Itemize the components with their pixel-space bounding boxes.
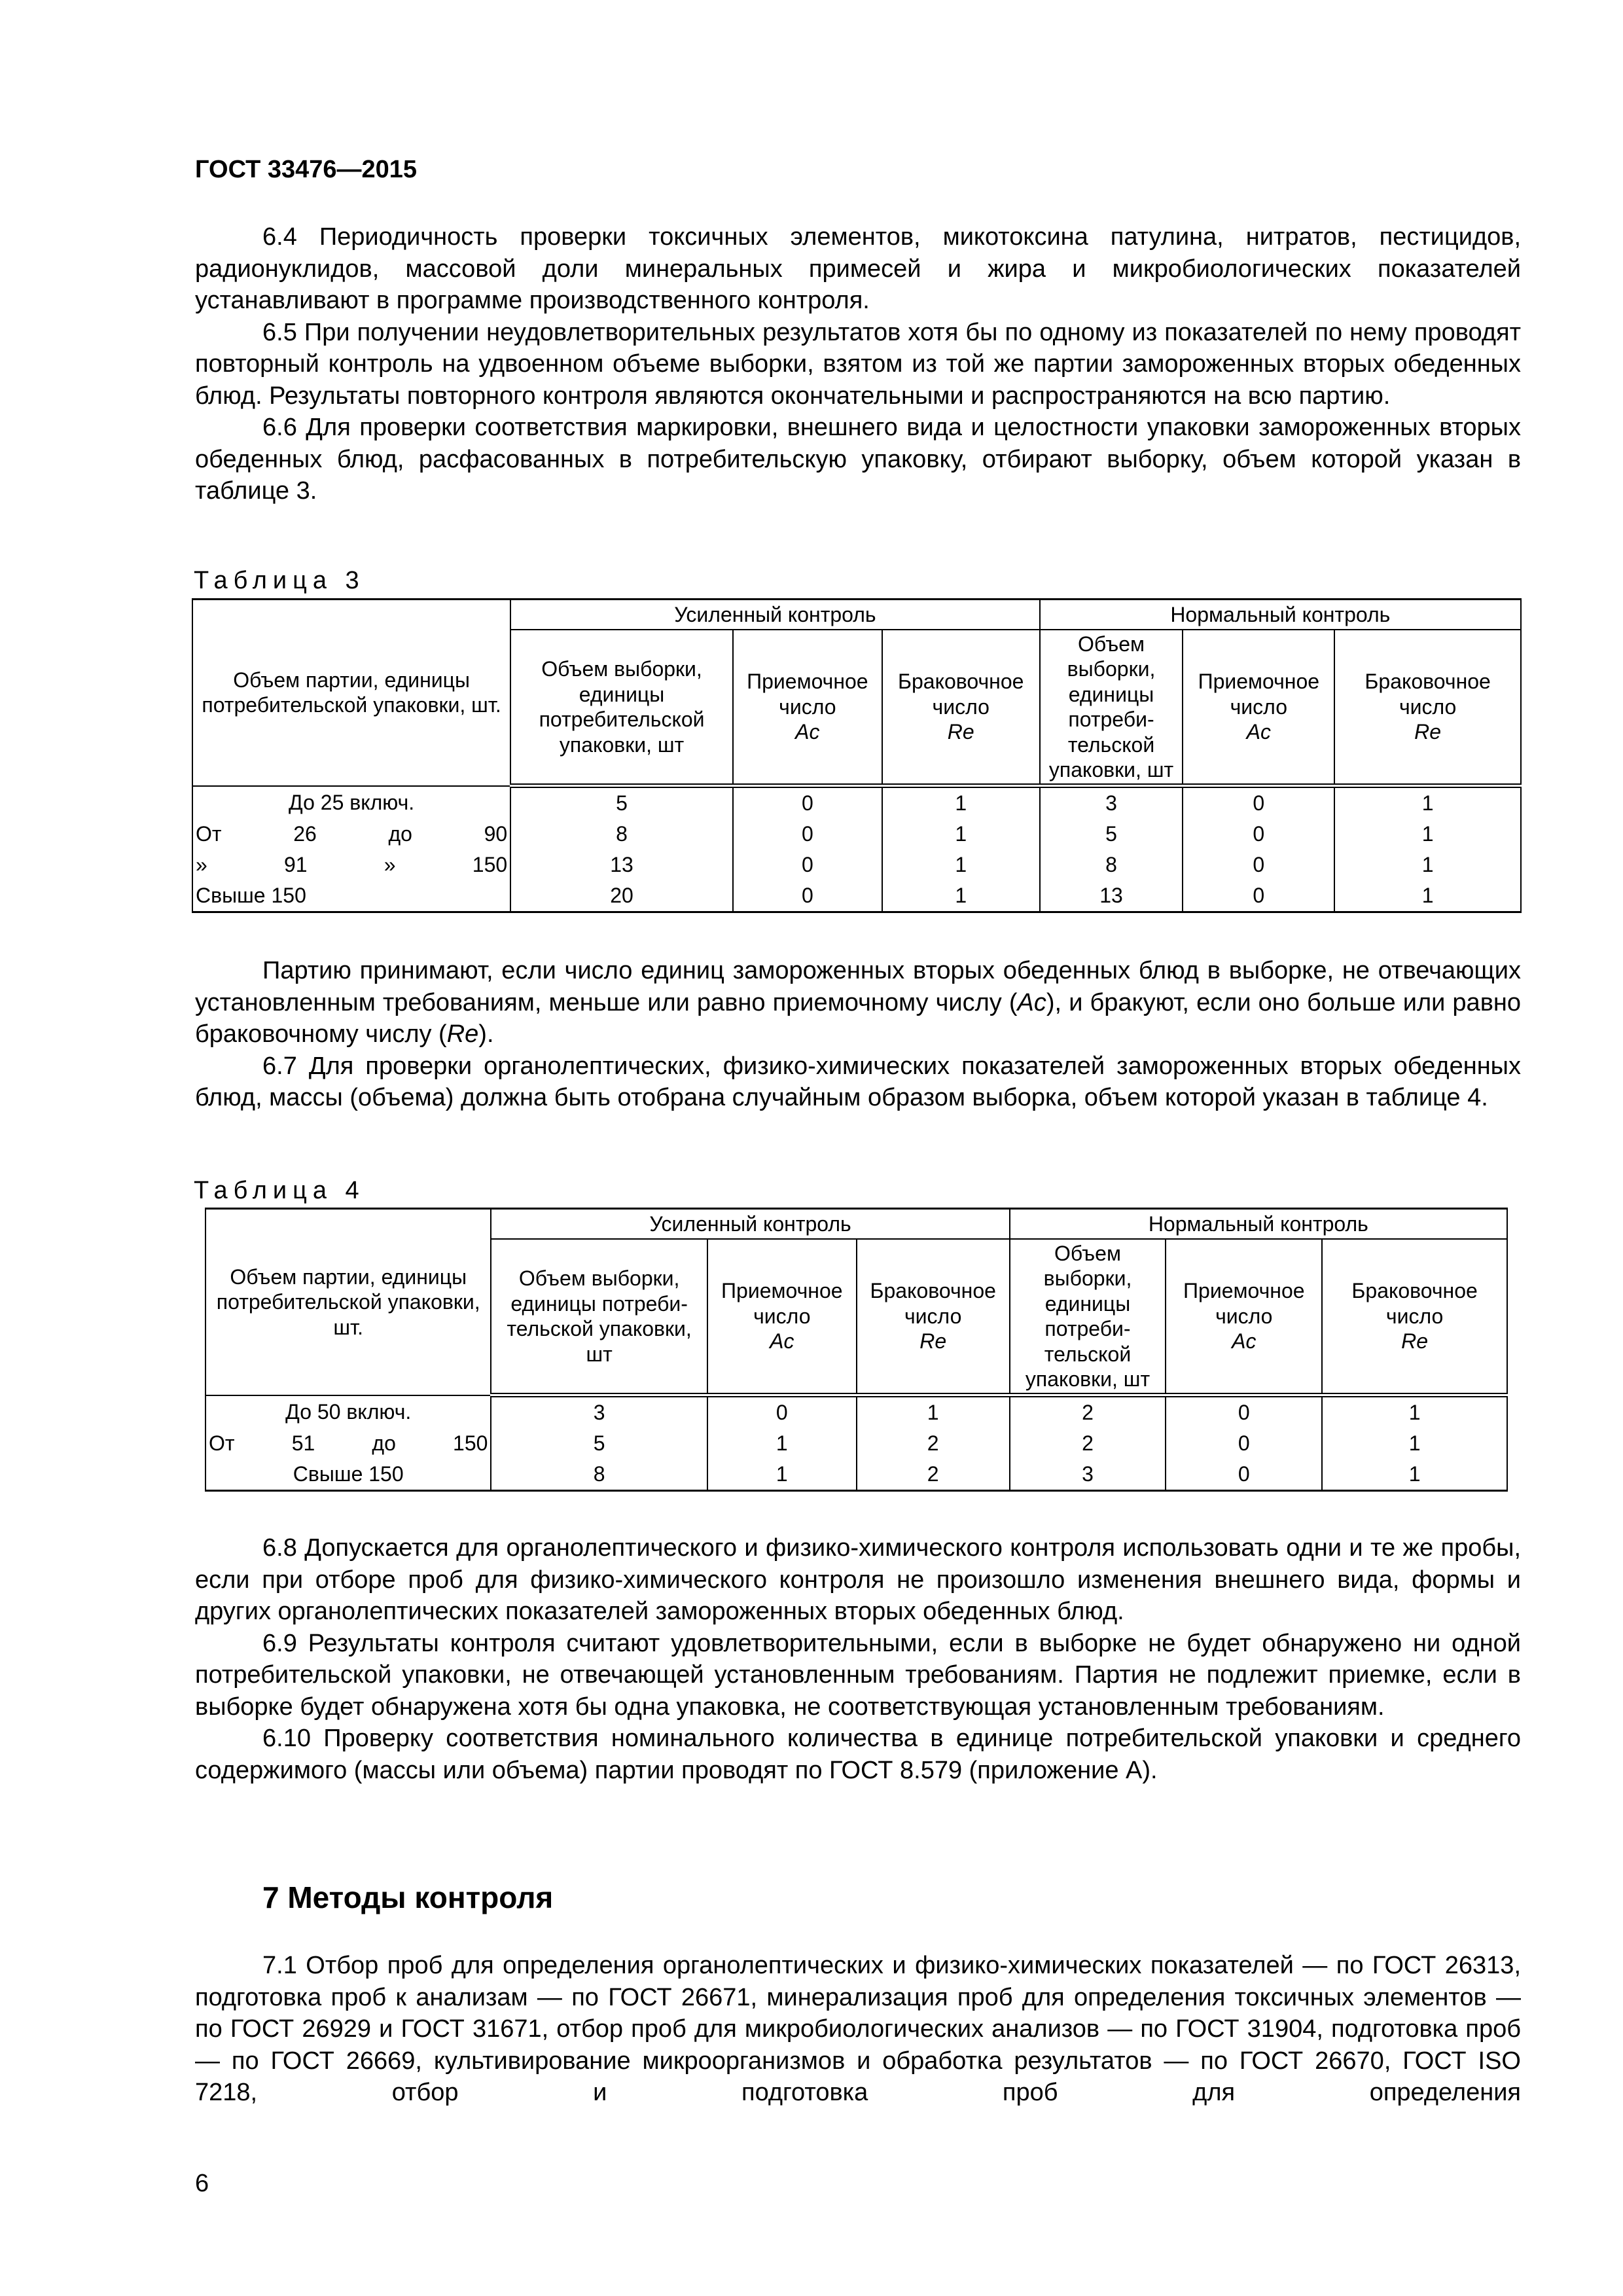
column-header <box>1166 1239 1322 1395</box>
column-header-text: Браковочное число <box>870 1279 996 1328</box>
value-cell: 3 <box>491 1395 707 1429</box>
lot-size-part: » <box>383 853 396 877</box>
value-cell: 0 <box>707 1395 857 1429</box>
value-cell: 8 <box>510 819 733 850</box>
lot-size-value <box>209 1462 488 1487</box>
value-cell: 1 <box>882 819 1040 850</box>
paragraph-7-1 <box>195 1950 1521 2109</box>
lot-size-part: 91 <box>284 853 308 877</box>
column-header-text: Объем выборки, единицы потреби-тельской упаковки, шт <box>1025 1241 1150 1391</box>
table-row <box>205 1428 1507 1459</box>
section-heading: 7 Методы контроля <box>262 1880 554 1914</box>
lot-size-part: » <box>196 853 207 877</box>
lot-size-value <box>196 883 507 908</box>
value-cell: 0 <box>1183 786 1334 819</box>
column-header <box>882 630 1040 786</box>
value-cell: 8 <box>491 1459 707 1491</box>
lot-size-cell <box>192 850 510 880</box>
table-row <box>192 880 1521 912</box>
value-cell: 1 <box>882 786 1040 819</box>
column-header-text: Объем выборки, единицы потреби-тельской упаковки, шт <box>1048 632 1174 781</box>
column-header <box>491 1239 707 1395</box>
column-header <box>510 630 733 786</box>
column-symbol: Re <box>919 1329 947 1354</box>
value-cell: 13 <box>510 850 733 880</box>
page-number: 6 <box>195 2170 209 2197</box>
symbol-text: Ac <box>1017 988 1046 1016</box>
symbol-text: Re <box>446 1020 479 1048</box>
lot-size-part: 26 <box>293 822 317 846</box>
paragraph-text: 6.4 Периодичность проверки токсичных элементов, микотоксина патулина, нитратов, пестицидов, радионуклидов, массовой доли минеральных примесей и жира и микробиологических показателей устанавливают в программе производственного контроля. <box>195 223 1521 314</box>
header-row <box>192 600 1521 630</box>
value-cell: 1 <box>882 880 1040 912</box>
lot-size-value <box>209 1399 488 1425</box>
column-header <box>857 1239 1010 1395</box>
lot-size-part: до <box>388 822 412 846</box>
document-code: ГОСТ 33476—2015 <box>195 156 418 183</box>
value-cell: 0 <box>1166 1428 1322 1459</box>
value-cell: 2 <box>1010 1428 1166 1459</box>
value-cell: 3 <box>1010 1459 1166 1491</box>
column-header-text: Объем выборки, единицы потреби-тельской упаковки, шт <box>507 1266 692 1366</box>
lot-size-header: Объем партии, единицы потребительской упаковки, шт. <box>205 1209 491 1395</box>
lot-size-part: До 50 включ. <box>285 1400 412 1424</box>
lot-size-part: До 25 включ. <box>289 791 415 814</box>
column-header-text: Браковочное число <box>1351 1279 1478 1328</box>
column-header-text: Приемочное число <box>747 670 868 719</box>
paragraph-text: 6.8 Допускается для органолептического и физико-химического контроля использовать одни и те же пробы, если при отборе проб для физико-химического контроля не произошло изменения внешнего вида, формы и других органолептических показателей замороженных вторых обеденных блюд. <box>195 1534 1521 1625</box>
paragraph-text: 7.1 Отбор проб для определения органолептических и физико-химических показателей — по ГОСТ 26313, подготовка проб к анализам — по ГОСТ 26671, минерализация проб для определения токсичных элементов — по ГОСТ 26929 и ГОСТ 31671, отбор проб для микробиологических анализов — по ГОСТ 31904, подготовка проб — по ГОСТ 26669, культивирование микроорганизмов и обработка результатов — по ГОСТ 26670, ГОСТ ISO 7218, отбор и подготовка проб для определения <box>195 1952 1521 2106</box>
lot-size-part: От <box>209 1431 235 1456</box>
lot-size-value <box>196 852 507 878</box>
column-header <box>707 1239 857 1395</box>
value-cell: 0 <box>1166 1395 1322 1429</box>
lot-size-part: 150 <box>472 853 508 877</box>
value-cell: 1 <box>1334 880 1521 912</box>
column-symbol: Ac <box>1232 1329 1257 1354</box>
column-header <box>1183 630 1334 786</box>
group-header-normal: Нормальный контроль <box>1040 600 1521 630</box>
lot-size-part: 51 <box>291 1431 315 1456</box>
lot-size-cell <box>205 1459 491 1491</box>
lot-size-cell <box>192 819 510 850</box>
lot-size-cell <box>192 786 510 819</box>
table-row <box>205 1459 1507 1491</box>
value-cell: 1 <box>707 1428 857 1459</box>
lot-size-header: Объем партии, единицы потребительской упаковки, шт. <box>192 600 510 786</box>
paragraph <box>195 1532 1521 1628</box>
value-cell: 20 <box>510 880 733 912</box>
value-cell: 3 <box>1040 786 1183 819</box>
column-header <box>1040 630 1183 786</box>
value-cell: 2 <box>1010 1395 1166 1429</box>
paragraph <box>195 1050 1521 1114</box>
column-symbol: Re <box>1414 720 1442 744</box>
column-header-text: Браковочное число <box>898 670 1024 719</box>
paragraph <box>195 317 1521 412</box>
paragraph-text: 6.5 При получении неудовлетворительных результатов хотя бы по одному из показателей по нему проводят повторный контроль на удвоенном объеме выборки, взятом из той же партии замороженных вторых обеденных блюд. Результаты повторного контроля являются окончательными и распространяются на всю партию. <box>195 318 1521 410</box>
value-cell: 0 <box>1166 1459 1322 1491</box>
paragraph-text: ). <box>478 1020 494 1048</box>
column-symbol: Ac <box>795 720 820 744</box>
value-cell: 1 <box>1334 786 1521 819</box>
value-cell: 5 <box>1040 819 1183 850</box>
value-cell: 1 <box>1322 1395 1507 1429</box>
value-cell: 0 <box>1183 880 1334 912</box>
group-header-tightened: Усиленный контроль <box>491 1209 1009 1240</box>
value-cell: 1 <box>1334 850 1521 880</box>
table-row <box>192 786 1521 819</box>
paragraph-text: 6.7 Для проверки органолептических, физико-химических показателей замороженных вторых обеденных блюд, массы (объема) должна быть отобрана случайным образом выборка, объем которой указан в таблице 4. <box>195 1052 1521 1111</box>
column-symbol: Re <box>947 720 974 744</box>
value-cell: 0 <box>733 786 882 819</box>
column-header-text: Браковочное число <box>1364 670 1491 719</box>
paragraph-text: ), и бракуют, если оно больше или равно браковочному числу ( <box>195 988 1521 1048</box>
value-cell: 0 <box>733 880 882 912</box>
value-cell: 0 <box>1183 819 1334 850</box>
value-cell: 1 <box>882 850 1040 880</box>
value-cell: 0 <box>733 819 882 850</box>
value-cell: 13 <box>1040 880 1183 912</box>
value-cell: 2 <box>857 1459 1010 1491</box>
column-header-text: Приемочное число <box>1198 670 1320 719</box>
paragraph-text: Партию принимают, если число единиц замороженных вторых обеденных блюд в выборке, не отвечающих установленным требованиям, меньше или равно приемочному числу ( <box>195 957 1521 1016</box>
value-cell: 2 <box>857 1428 1010 1459</box>
group-header-tightened: Усиленный контроль <box>510 600 1039 630</box>
lot-size-part: 90 <box>484 822 508 846</box>
lot-size-value <box>209 1431 488 1456</box>
column-header <box>733 630 882 786</box>
paragraph <box>195 221 1521 317</box>
lot-size-value <box>196 790 507 816</box>
value-cell: 1 <box>1322 1428 1507 1459</box>
column-header <box>1322 1239 1507 1395</box>
column-symbol: Ac <box>1246 720 1271 744</box>
column-header-text: Приемочное число <box>1183 1279 1305 1328</box>
paragraph-text: 6.9 Результаты контроля считают удовлетворительными, если в выборке не будет обнаружено ни одной потребительской упаковки, не отвечающей установленным требованиям. Партия не подлежит приемке, если в выборке будет обнаружена хотя бы одна упаковка, не соответствующая установленным требованиям. <box>195 1629 1521 1721</box>
column-header <box>1334 630 1521 786</box>
value-cell: 8 <box>1040 850 1183 880</box>
header-row <box>205 1209 1507 1240</box>
table-row <box>192 819 1521 850</box>
lot-size-part: Свыше 150 <box>196 884 306 908</box>
paragraph <box>195 955 1521 1050</box>
lot-size-cell <box>205 1428 491 1459</box>
value-cell: 1 <box>1322 1459 1507 1491</box>
column-symbol: Re <box>1401 1329 1429 1354</box>
value-cell: 1 <box>857 1395 1010 1429</box>
paragraph-text: 6.6 Для проверки соответствия маркировки, внешнего вида и целостности упаковки замороженных вторых обеденных блюд, расфасованных в потребительскую упаковку, отбирают выборку, объем которой указан в таблице 3. <box>195 414 1521 505</box>
column-symbol: Ac <box>770 1329 794 1354</box>
paragraph-text: 6.10 Проверку соответствия номинального количества в единице потребительской упаковки и среднего содержимого (массы или объема) партии проводят по ГОСТ 8.579 (приложение А). <box>195 1725 1521 1784</box>
paragraph <box>195 1723 1521 1786</box>
value-cell: 0 <box>733 850 882 880</box>
paragraphs-acceptance-and-6-7 <box>195 955 1521 1114</box>
value-cell: 1 <box>1334 819 1521 850</box>
paragraph <box>195 412 1521 507</box>
lot-size-part: Свыше 150 <box>293 1462 404 1486</box>
column-header-text: Приемочное число <box>721 1279 843 1328</box>
column-header <box>1010 1239 1166 1395</box>
table3-caption: Таблица 3 <box>194 567 365 594</box>
lot-size-part: 150 <box>453 1431 488 1456</box>
table-row <box>192 850 1521 880</box>
lot-size-part: до <box>372 1431 396 1456</box>
lot-size-cell <box>192 880 510 912</box>
value-cell: 1 <box>707 1459 857 1491</box>
group-header-normal: Нормальный контроль <box>1010 1209 1507 1240</box>
lot-size-cell <box>205 1395 491 1429</box>
value-cell: 5 <box>491 1428 707 1459</box>
paragraphs-6-4-to-6-6 <box>195 221 1521 507</box>
column-header-text: Объем выборки, единицы потребительской упаковки, шт <box>539 657 705 757</box>
value-cell: 0 <box>1183 850 1334 880</box>
table4-caption: Таблица 4 <box>194 1177 365 1204</box>
table-3 <box>192 598 1522 913</box>
paragraph <box>195 1950 1521 2109</box>
lot-size-value <box>196 821 507 847</box>
table-4 <box>205 1208 1508 1492</box>
value-cell: 5 <box>510 786 733 819</box>
table-row <box>205 1395 1507 1429</box>
paragraph <box>195 1628 1521 1723</box>
lot-size-part: От <box>196 822 222 846</box>
paragraphs-6-8-to-6-10 <box>195 1532 1521 1786</box>
